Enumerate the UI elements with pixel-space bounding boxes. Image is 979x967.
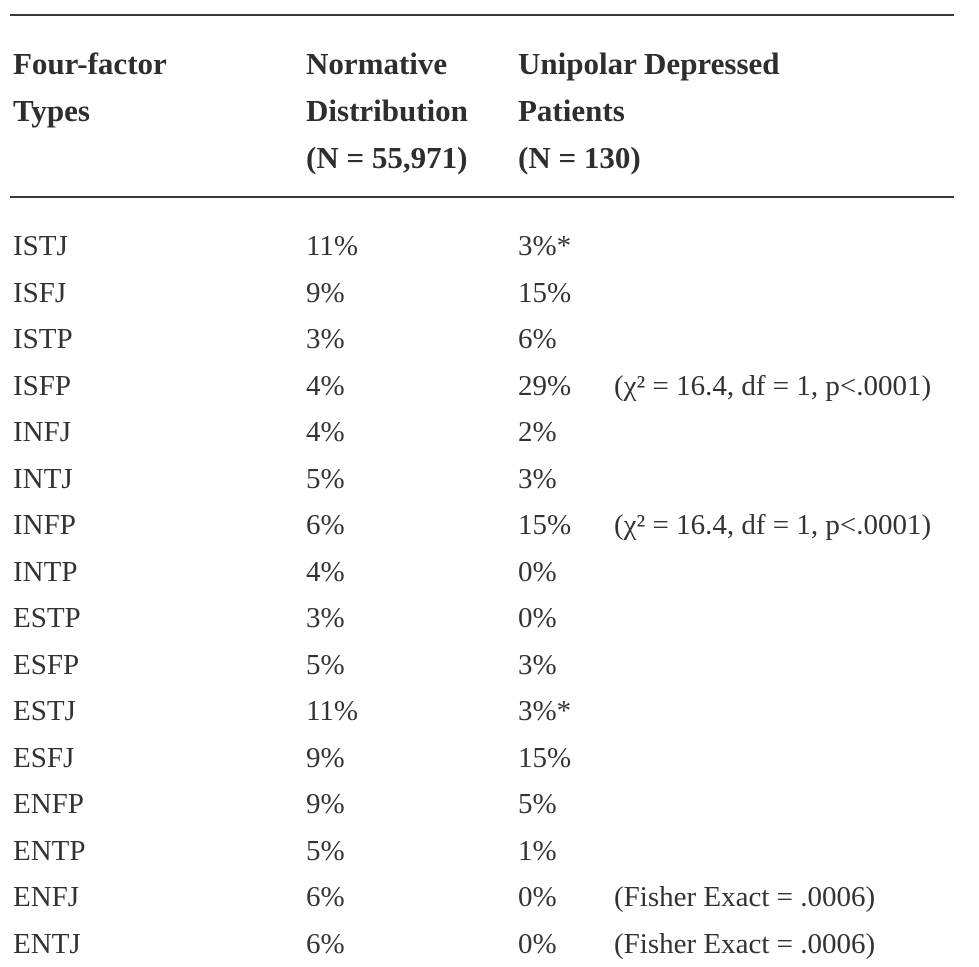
header-depressed-line-3: (N = 130) [518,134,780,181]
cell-normative: 9% [306,270,345,317]
cell-normative: 6% [306,502,345,549]
cell-type: ENFP [13,781,84,828]
header-depressed [518,40,780,181]
cell-type: INFP [13,502,76,549]
header-normative-line-2: Distribution [306,87,468,134]
header-types [13,40,167,134]
cell-normative: 5% [306,828,345,875]
table-row [0,735,979,782]
table-row [0,781,979,828]
cell-normative: 9% [306,735,345,782]
cell-normative: 4% [306,363,345,410]
table-row [0,409,979,456]
cell-type: INFJ [13,409,71,456]
cell-normative: 11% [306,688,358,735]
table-row [0,874,979,921]
header-normative-line-3: (N = 55,971) [306,134,468,181]
cell-normative: 5% [306,642,345,689]
table-row [0,595,979,642]
cell-depressed: 3%* [518,688,571,735]
table-top-rule [10,14,954,16]
header-normative-line-1: Normative [306,40,468,87]
cell-normative: 9% [306,781,345,828]
table-row [0,456,979,503]
header-depressed-line-1: Unipolar Depressed [518,40,780,87]
header-depressed-line-2: Patients [518,87,780,134]
cell-note: (Fisher Exact = .0006) [614,921,875,967]
cell-note: (χ² = 16.4, df = 1, p<.0001) [614,502,931,549]
table-row [0,363,979,410]
cell-note: (Fisher Exact = .0006) [614,874,875,921]
cell-normative: 5% [306,456,345,503]
cell-depressed: 0% [518,921,557,967]
header-bottom-rule [10,196,954,198]
cell-type: ENTJ [13,921,81,967]
table-row [0,828,979,875]
cell-depressed: 1% [518,828,557,875]
cell-type: ENTP [13,828,86,875]
cell-depressed: 5% [518,781,557,828]
cell-normative: 3% [306,595,345,642]
cell-type: INTJ [13,456,73,503]
cell-depressed: 29% [518,363,571,410]
cell-depressed: 3%* [518,223,571,270]
cell-type: ISTJ [13,223,68,270]
table-row [0,549,979,596]
cell-type: ESFP [13,642,79,689]
table-row [0,502,979,549]
header-normative [306,40,468,181]
cell-note: (χ² = 16.4, df = 1, p<.0001) [614,363,931,410]
table-row [0,688,979,735]
table-row [0,270,979,317]
table-row [0,921,979,967]
cell-depressed: 0% [518,595,557,642]
cell-depressed: 15% [518,735,571,782]
cell-depressed: 0% [518,874,557,921]
cell-normative: 11% [306,223,358,270]
cell-normative: 6% [306,921,345,967]
header-types-line-2: Types [13,87,167,134]
cell-type: ESFJ [13,735,74,782]
cell-type: INTP [13,549,77,596]
cell-type: ISFJ [13,270,66,317]
cell-depressed: 6% [518,316,557,363]
cell-type: ESTP [13,595,81,642]
header-types-line-1: Four-factor [13,40,167,87]
cell-depressed: 15% [518,502,571,549]
cell-type: ENFJ [13,874,79,921]
table-row [0,642,979,689]
cell-depressed: 3% [518,456,557,503]
cell-type: ISFP [13,363,71,410]
cell-normative: 6% [306,874,345,921]
cell-normative: 3% [306,316,345,363]
cell-type: ISTP [13,316,73,363]
table-body [0,223,979,967]
cell-depressed: 0% [518,549,557,596]
table-row [0,223,979,270]
cell-type: ESTJ [13,688,76,735]
table-row [0,316,979,363]
cell-depressed: 3% [518,642,557,689]
cell-normative: 4% [306,409,345,456]
cell-depressed: 15% [518,270,571,317]
cell-normative: 4% [306,549,345,596]
cell-depressed: 2% [518,409,557,456]
